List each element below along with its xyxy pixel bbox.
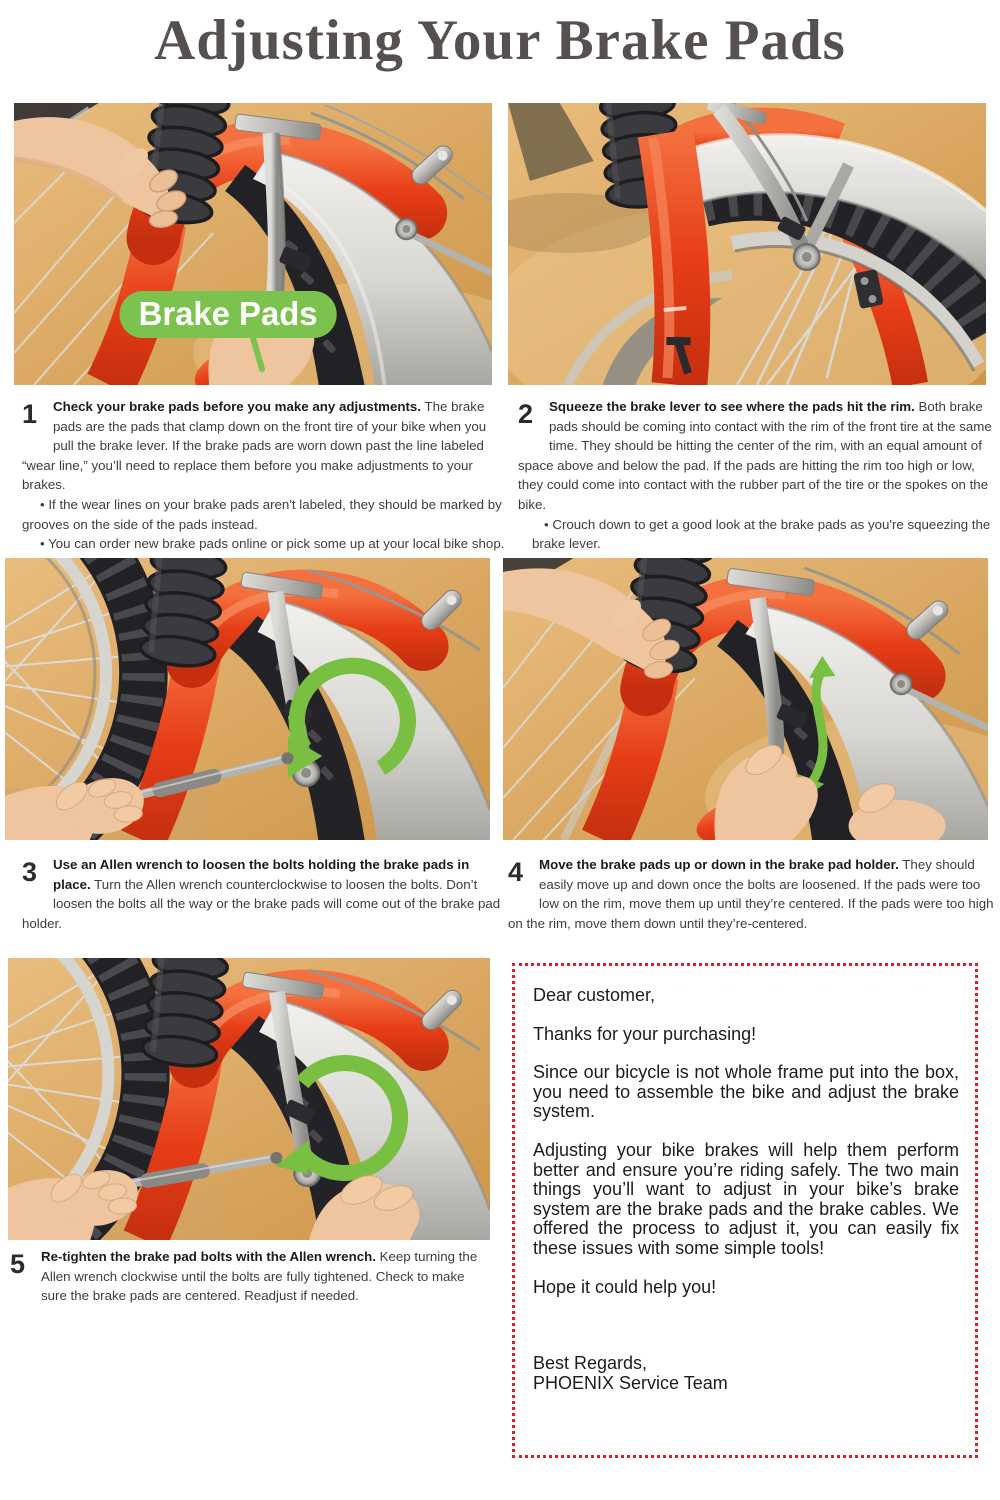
letter-team: PHOENIX Service Team bbox=[533, 1372, 728, 1393]
step-5-text bbox=[10, 1247, 490, 1306]
photo-step-3 bbox=[5, 558, 490, 840]
step-4-lead: Move the brake pads up or down in the brake pad holder. bbox=[539, 857, 899, 872]
step-4-text bbox=[508, 855, 994, 933]
step-1-number: 1 bbox=[22, 399, 38, 429]
step-2-body: Both brake pads should be coming into contact with the rim of the front tire at the same time. They should be hitting the center of the rim, with an equal amount of space above and below the pad. If the pads are hitting the rim too high or low, they could come into contact with the rubber part of the tire or the spokes on the bike. bbox=[518, 399, 992, 512]
step-2-text bbox=[518, 397, 994, 515]
letter-thanks: Thanks for your purchasing! bbox=[533, 1023, 757, 1044]
step-5-lead: Re-tighten the brake pad bolts with the Allen wrench. bbox=[41, 1249, 376, 1264]
brake-bolt bbox=[794, 244, 820, 270]
letter-greeting: Dear customer, bbox=[533, 985, 656, 1005]
step-1 bbox=[22, 397, 508, 554]
step-2-lead: Squeeze the brake lever to see where the pads hit the rim. bbox=[549, 399, 915, 414]
bike-brake-photo bbox=[8, 958, 490, 1240]
bike-brake-photo bbox=[5, 558, 490, 840]
step-1-body: The brake pads are the pads that clamp down on the front tire of your bike when you pull the brake lever. If the brake pads are worn down past the line labeled “wear line,” you’ll need to replace them before you make adjustments to your brakes. bbox=[22, 399, 487, 493]
step-3 bbox=[22, 855, 504, 933]
brake-pads-label-text: Brake Pads bbox=[138, 294, 318, 333]
bike-brake-photo bbox=[503, 558, 988, 840]
letter-hope: Hope it could help you! bbox=[533, 1276, 717, 1297]
bike-brake-photo bbox=[508, 103, 986, 385]
photo-step-4 bbox=[503, 558, 988, 840]
step-3-lead: Use an Allen wrench to loosen the bolts holding the brake pads in place. bbox=[53, 857, 470, 892]
letter-paragraph: Adjusting your bike brakes will help them perform better and ensure you’re riding safely. The two main things you’ll want to adjust in your bike’s brake system are the brake pads and the brake cables. We offered the process to adjust it, you can easily fix these issues with some simple tools! bbox=[533, 1139, 959, 1258]
step-3-body: Turn the Allen wrench counterclockwise to loosen the bolts. Don’t loosen the bolts all the way or the brake pads will come out of the brake pad holder. bbox=[22, 876, 501, 931]
step-1-bullet-2: • You can order new brake pads online or pick some up at your local bike shop. bbox=[22, 534, 508, 554]
photo-step-2 bbox=[508, 103, 986, 385]
customer-letter bbox=[512, 963, 978, 1458]
photo-step-1 bbox=[14, 103, 492, 385]
step-5-body: Keep turning the Allen wrench clockwise until the bolts are fully tightened. Check to make sure the brake pads are centered. Readjust if needed. bbox=[41, 1249, 478, 1304]
step-3-text bbox=[22, 855, 504, 933]
step-3-number: 3 bbox=[22, 857, 38, 887]
step-5 bbox=[10, 1247, 490, 1306]
letter-signoff: Best Regards, bbox=[533, 1353, 648, 1374]
letter-paragraph: Since our bicycle is not whole frame put into the box, you need to assemble the bike and adjust the brake system. bbox=[533, 1062, 959, 1122]
step-4-number: 4 bbox=[508, 857, 524, 887]
step-2 bbox=[518, 397, 994, 554]
step-4 bbox=[508, 855, 994, 933]
step-5-number: 5 bbox=[10, 1249, 26, 1279]
step-2-bullet-1: • Crouch down to get a good look at the brake pads as you're squeezing the brake lever. bbox=[518, 515, 994, 554]
page-title: Adjusting Your Brake Pads bbox=[154, 9, 846, 72]
step-1-text bbox=[22, 397, 508, 495]
step-2-number: 2 bbox=[518, 399, 534, 429]
bike-brake-photo bbox=[14, 103, 492, 385]
photo-step-5 bbox=[8, 958, 490, 1240]
step-1-lead: Check your brake pads before you make any adjustments. bbox=[53, 399, 422, 414]
step-1-bullet-1: • If the wear lines on your brake pads aren't labeled, they should be marked by grooves on the side of the pads instead. bbox=[22, 495, 508, 534]
step-4-body: They should easily move up and down once the bolts are loosened. If the pads were too low on the rim, move them up until they’re centered. If the pads were too high on the rim, move them down until they’re-centered. bbox=[508, 857, 994, 931]
